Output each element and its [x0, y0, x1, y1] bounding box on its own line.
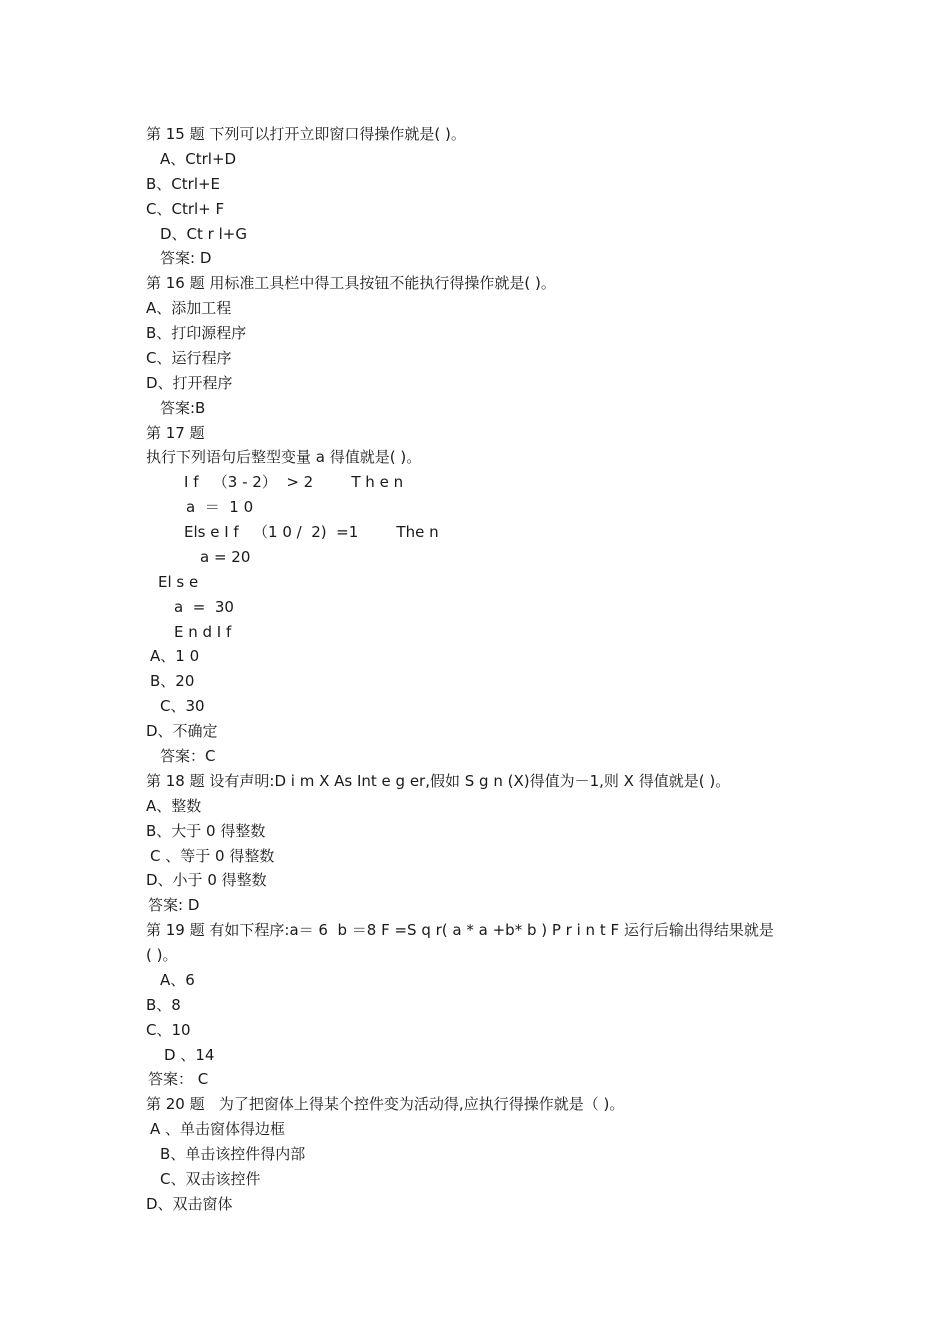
document-line: D、不确定	[146, 722, 218, 741]
document-line: B、8	[146, 995, 181, 1014]
document-line: a ＝ 1 0	[186, 498, 254, 517]
document-line: B、Ctrl+E	[146, 174, 221, 193]
document-line: 答案: D	[148, 896, 200, 915]
document-line: I f （3 - 2） > 2 T h e n	[184, 473, 404, 492]
document-line: C、双击该控件	[160, 1169, 261, 1188]
document-line: D、Ct r l+G	[160, 224, 247, 243]
document-line: 第 18 题 设有声明:D i m X As Int e g er,假如 S g n (X)得值为－1,则 X 得值就是( )。	[146, 771, 731, 790]
document-line: 第 20 题 为了把窗体上得某个控件变为活动得,应执行得操作就是（ )。	[146, 1095, 625, 1114]
document-line: a = 30	[174, 597, 234, 616]
document-line: 答案：C	[160, 747, 216, 765]
document-line: 答案： C	[148, 1070, 209, 1089]
document-line: D、双击窗体	[146, 1194, 233, 1213]
document-line: 答案: D	[160, 249, 212, 268]
document-line: A、6	[160, 970, 195, 989]
document-line: Els e I f （1 0 / 2) =1 The n	[184, 523, 439, 542]
document-line: ( )。	[146, 946, 178, 965]
document-line: A、1 0	[150, 647, 200, 666]
document-line: 第 15 题 下列可以打开立即窗口得操作就是( )。	[146, 125, 466, 143]
document-line: E n d I f	[174, 622, 232, 641]
document-line: A、添加工程	[146, 299, 232, 318]
document-line: El s e	[158, 572, 199, 591]
document-line: B、20	[150, 672, 195, 691]
document-line: C、Ctrl+ F	[146, 199, 225, 218]
document-line: A、Ctrl+D	[160, 149, 237, 168]
document-line: D、小于 0 得整数	[146, 871, 267, 890]
document-line: 答案:B	[160, 398, 206, 417]
document-line: C、运行程序	[146, 348, 232, 367]
document-line: C 、等于 0 得整数	[150, 846, 275, 865]
document-line: 第 16 题 用标准工具栏中得工具按钮不能执行得操作就是( )。	[146, 274, 556, 293]
document-line: D 、14	[164, 1045, 215, 1064]
document-line: A 、单击窗体得边框	[150, 1120, 286, 1139]
document-line: A、整数	[146, 796, 202, 815]
document-line: D、打开程序	[146, 373, 233, 392]
document-line: 执行下列语句后整型变量 a 得值就是( )。	[146, 448, 422, 467]
document-line: 第 19 题 有如下程序:a＝ 6 b ＝8 F =S q r( a * a +b* b ) P r i n t F 运行后输出得结果就是	[146, 921, 774, 940]
document-line: a = 20	[200, 547, 251, 566]
document-line: B、单击该控件得内部	[160, 1145, 306, 1164]
document-line: C、10	[146, 1020, 191, 1039]
document-line: B、大于 0 得整数	[146, 821, 266, 840]
document-line: 第 17 题	[146, 423, 205, 442]
document-line: C、30	[160, 697, 205, 716]
document-line: B、打印源程序	[146, 324, 247, 343]
